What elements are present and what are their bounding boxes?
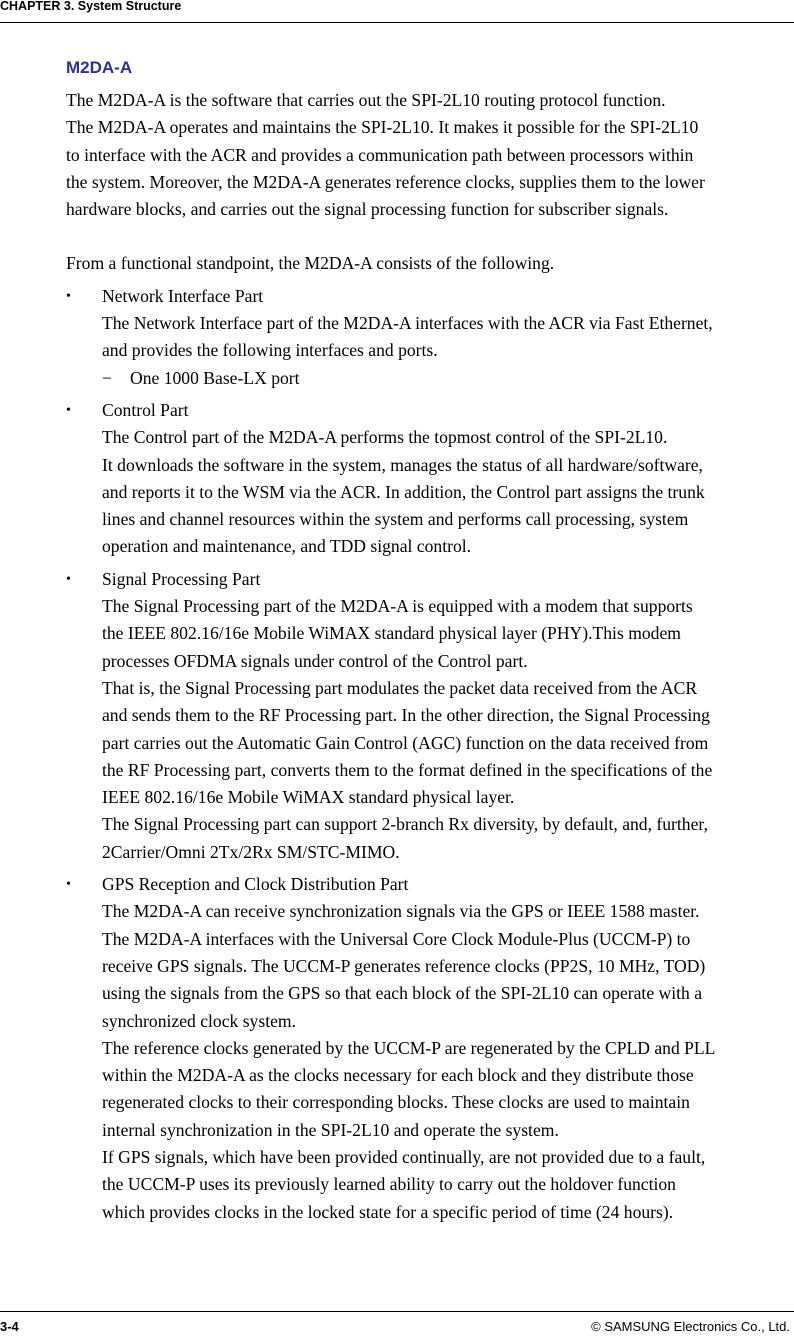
bullet-line: operation and maintenance, and TDD signal control. xyxy=(102,536,472,557)
bullet-signal-processing xyxy=(66,566,794,866)
bullet-line: and reports it to the WSM via the ACR. In addition, the Control part assigns the trunk xyxy=(102,481,705,502)
intro-line: hardware blocks, and carries out the signal processing function for subscriber signals. xyxy=(66,199,669,220)
bullet-line: It downloads the software in the system, manages the status of all hardware/software, xyxy=(102,454,703,475)
bullet-line: That is, the Signal Processing part modulates the packet data received from the ACR xyxy=(102,677,698,698)
dash-icon: − xyxy=(102,367,112,388)
bullet-line: internal synchronization in the SPI-2L10 and operate the system. xyxy=(102,1119,559,1140)
bullet-line: lines and channel resources within the system and performs call processing, system xyxy=(102,509,689,530)
bullet-icon: • xyxy=(66,288,71,304)
lead-sentence: From a functional standpoint, the M2DA-A consists of the following. xyxy=(66,253,555,274)
intro-paragraph xyxy=(66,87,794,223)
bullet-line: The M2DA-A can receive synchronization signals via the GPS or IEEE 1588 master. xyxy=(102,901,700,922)
bullet-line: synchronized clock system. xyxy=(102,1010,296,1031)
bullet-gps-clock xyxy=(66,871,794,1226)
sub-item-text: One 1000 Base-LX port xyxy=(130,367,300,388)
bullet-line: The Signal Processing part of the M2DA-A is equipped with a modem that supports xyxy=(102,596,693,617)
copyright-notice: © SAMSUNG Electronics Co., Ltd. xyxy=(591,1319,790,1334)
bullet-line: the IEEE 802.16/16e Mobile WiMAX standard physical layer (PHY).This modem xyxy=(102,623,681,644)
bullet-icon: • xyxy=(66,402,71,418)
bullet-control xyxy=(66,397,794,561)
bullet-line: If GPS signals, which have been provided continually, are not provided due to a fault, xyxy=(102,1146,706,1167)
bullet-icon: • xyxy=(66,571,71,587)
intro-line: The M2DA-A is the software that carries out the SPI-2L10 routing protocol function. xyxy=(66,90,666,110)
bullet-title: Control Part xyxy=(102,399,189,420)
bullet-line: receive GPS signals. The UCCM-P generates reference clocks (PP2S, 10 MHz, TOD) xyxy=(102,955,706,976)
bullet-icon: • xyxy=(66,877,71,893)
bullet-line: The M2DA-A interfaces with the Universal Core Clock Module-Plus (UCCM-P) to xyxy=(102,928,691,949)
bullet-line: the UCCM-P uses its previously learned ability to carry out the holdover function xyxy=(102,1174,676,1195)
intro-line: the system. Moreover, the M2DA-A generates reference clocks, supplies them to the lower xyxy=(66,171,705,192)
bullet-line: The Signal Processing part can support 2-branch Rx diversity, by default, and, further, xyxy=(102,814,708,835)
bullet-line: the RF Processing part, converts them to the format defined in the specifications of the xyxy=(102,759,713,780)
bullet-line: The Network Interface part of the M2DA-A interfaces with the ACR via Fast Ethernet, xyxy=(102,313,713,334)
bullet-title: Signal Processing Part xyxy=(102,568,261,589)
bullet-title: Network Interface Part xyxy=(102,285,264,306)
chapter-title: CHAPTER 3. System Structure xyxy=(0,0,182,13)
body-text xyxy=(66,87,794,1226)
bullet-line: part carries out the Automatic Gain Control (AGC) function on the data received from xyxy=(102,732,709,753)
bullet-line: IEEE 802.16/16e Mobile WiMAX standard physical layer. xyxy=(102,787,515,808)
bullet-title: GPS Reception and Clock Distribution Part xyxy=(102,874,409,895)
intro-line: to interface with the ACR and provides a communication path between processors within xyxy=(66,144,694,165)
page-footer xyxy=(0,1311,794,1337)
section-title: M2DA-A xyxy=(66,58,133,77)
intro-line: The M2DA-A operates and maintains the SPI-2L10. It makes it possible for the SPI-2L10 xyxy=(66,117,699,138)
bullet-line: within the M2DA-A as the clocks necessary for each block and they distribute those xyxy=(102,1065,694,1086)
bullet-line: The Control part of the M2DA-A performs the topmost control of the SPI-2L10. xyxy=(102,427,668,448)
bullet-line: and provides the following interfaces and ports. xyxy=(102,340,438,361)
sub-item xyxy=(102,365,794,392)
page-header xyxy=(0,0,794,23)
bullet-line: which provides clocks in the locked state for a specific period of time (24 hours). xyxy=(102,1201,674,1222)
bullet-line: The reference clocks generated by the UCCM-P are regenerated by the CPLD and PLL xyxy=(102,1037,716,1058)
bullet-line: regenerated clocks to their corresponding blocks. These clocks are used to maintain xyxy=(102,1092,690,1113)
bullet-line: 2Carrier/Omni 2Tx/2Rx SM/STC-MIMO. xyxy=(102,841,400,862)
bullet-line: processes OFDMA signals under control of the Control part. xyxy=(102,650,528,671)
bullet-network-interface xyxy=(66,283,794,392)
page-number: 3-4 xyxy=(0,1319,19,1334)
bullet-line: using the signals from the GPS so that each block of the SPI-2L10 can operate with a xyxy=(102,983,703,1004)
bullet-line: and sends them to the RF Processing part. In the other direction, the Signal Processing xyxy=(102,705,710,726)
